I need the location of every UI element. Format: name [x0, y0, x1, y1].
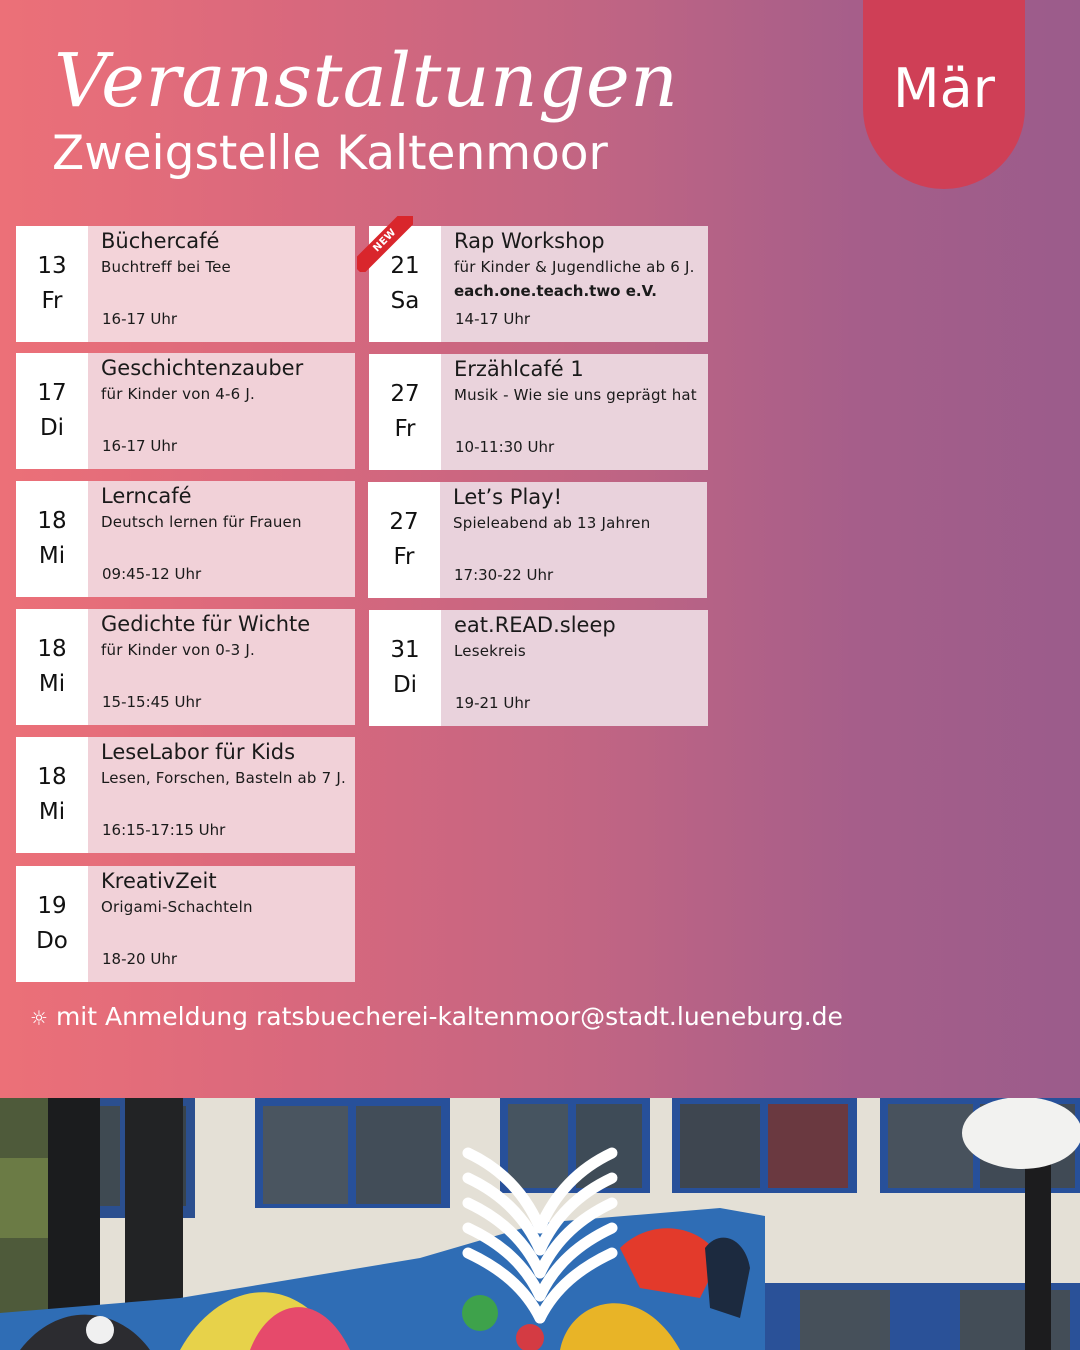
page-subtitle: Zweigstelle Kaltenmoor [52, 126, 608, 181]
event-time: 17:30-22 Uhr [454, 566, 554, 584]
event-title: Erzählcafé 1 [454, 357, 584, 381]
event-date [16, 609, 88, 725]
event-subtitle: für Kinder von 4-6 J. [101, 385, 255, 403]
event-card[interactable] [16, 609, 355, 725]
event-weekday: Fr [393, 544, 415, 570]
event-weekday: Sa [390, 288, 420, 314]
event-time: 15-15:45 Uhr [102, 693, 202, 711]
event-weekday: Mi [38, 799, 66, 825]
page-title: Veranstaltungen [54, 38, 679, 124]
event-date [368, 482, 440, 598]
registration-text[interactable]: mit Anmeldung ratsbuecherei-kaltenmoor@stadt.lueneburg.de [55, 1002, 843, 1031]
event-title: Büchercafé [101, 229, 220, 253]
event-card[interactable] [16, 481, 355, 597]
event-subtitle: Musik - Wie sie uns geprägt hat [454, 386, 697, 404]
event-time: 16:15-17:15 Uhr [102, 821, 226, 839]
event-title: Gedichte für Wichte [101, 612, 311, 636]
event-date [369, 610, 441, 726]
event-card[interactable] [369, 226, 708, 342]
library-building-photo [0, 1098, 1080, 1350]
event-card[interactable] [16, 866, 355, 982]
event-date [16, 226, 88, 342]
month-label: Mär [893, 57, 995, 120]
event-info [88, 353, 355, 469]
event-title: KreativZeit [101, 869, 217, 893]
month-badge [863, 0, 1025, 189]
event-day: 17 [37, 380, 67, 406]
event-weekday: Di [39, 415, 65, 441]
event-card[interactable] [16, 353, 355, 469]
event-time: 10-11:30 Uhr [455, 438, 555, 456]
new-ribbon-badge [357, 216, 413, 272]
event-title: LeseLabor für Kids [101, 740, 296, 764]
event-card[interactable] [369, 354, 708, 470]
event-info [441, 610, 708, 726]
event-title: Rap Workshop [454, 229, 605, 253]
event-day: 21 [390, 253, 420, 279]
registration-note [30, 1002, 843, 1031]
event-weekday: Mi [38, 671, 66, 697]
event-day: 18 [37, 764, 67, 790]
event-time: 16-17 Uhr [102, 310, 178, 328]
event-subtitle: Buchtreff bei Tee [101, 258, 231, 276]
event-time: 18-20 Uhr [102, 950, 178, 968]
event-card[interactable] [368, 482, 707, 598]
event-info [88, 737, 355, 853]
event-info [441, 226, 708, 342]
sun-icon: ☼ [30, 1006, 48, 1030]
event-info [88, 481, 355, 597]
event-date [16, 866, 88, 982]
event-weekday: Di [392, 672, 418, 698]
event-subtitle: Lesen, Forschen, Basteln ab 7 J. [101, 769, 346, 787]
event-title: eat.READ.sleep [454, 613, 616, 637]
event-info [88, 609, 355, 725]
event-subtitle: Origami-Schachteln [101, 898, 253, 916]
new-label: NEW [357, 216, 413, 272]
event-title: Geschichtenzauber [101, 356, 304, 380]
event-day: 18 [37, 636, 67, 662]
event-subtitle: Deutsch lernen für Frauen [101, 513, 302, 531]
event-weekday: Fr [41, 288, 63, 314]
event-time: 14-17 Uhr [455, 310, 531, 328]
event-info [441, 354, 708, 470]
event-card[interactable] [16, 737, 355, 853]
building-illustration [0, 1098, 1080, 1350]
event-subtitle: Spieleabend ab 13 Jahren [453, 514, 651, 532]
event-date [16, 737, 88, 853]
event-time: 09:45-12 Uhr [102, 565, 202, 583]
event-day: 19 [37, 893, 67, 919]
event-card[interactable] [16, 226, 355, 342]
event-day: 27 [390, 381, 420, 407]
event-day: 18 [37, 508, 67, 534]
event-subtitle: für Kinder von 0-3 J. [101, 641, 255, 659]
event-info [440, 482, 707, 598]
event-day: 31 [390, 637, 420, 663]
event-subtitle: für Kinder & Jugendliche ab 6 J. [454, 258, 695, 276]
event-info [88, 226, 355, 342]
event-time: 19-21 Uhr [455, 694, 531, 712]
event-date [16, 353, 88, 469]
event-time: 16-17 Uhr [102, 437, 178, 455]
event-card[interactable] [369, 610, 708, 726]
event-date [16, 481, 88, 597]
event-day: 27 [389, 509, 419, 535]
event-weekday: Do [36, 928, 68, 954]
event-title: Let’s Play! [453, 485, 562, 509]
event-date [369, 354, 441, 470]
event-weekday: Fr [394, 416, 416, 442]
event-subtitle: Lesekreis [454, 642, 526, 660]
event-organizer: each.one.teach.two e.V. [454, 282, 657, 300]
event-info [88, 866, 355, 982]
event-day: 13 [37, 253, 67, 279]
event-weekday: Mi [38, 543, 66, 569]
event-title: Lerncafé [101, 484, 192, 508]
